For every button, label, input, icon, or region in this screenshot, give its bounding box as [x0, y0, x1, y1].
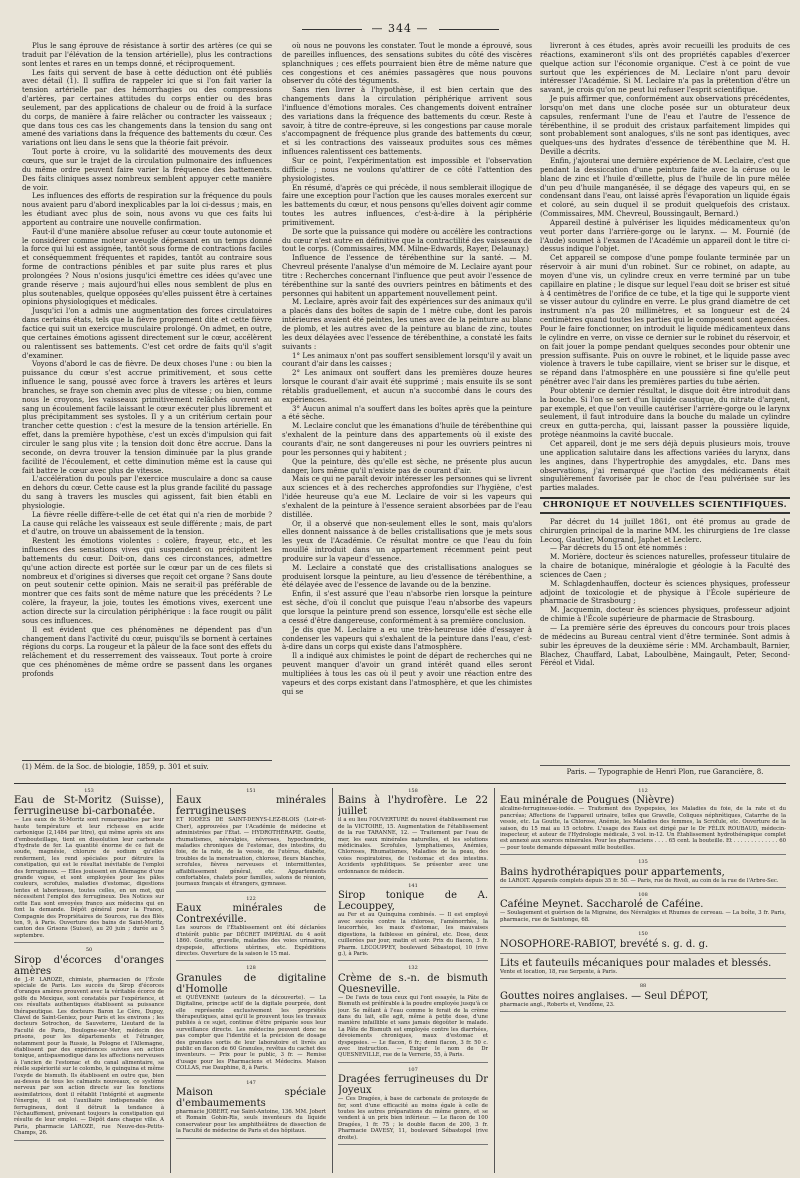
- paragraph: Jusqu'ici l'on a admis une augmentation des forces circulatoires dans certains états, tels que la fièvre proprement dite et cette fièvre factice qui suit un exercice musculaire prolongé. On admet, en outre, que certaines émotions agissent directement sur le cœur, accélèrent ou ralentissent ses battements. C'est cet ordre de faits qu'il s'agit d'examiner.: [22, 306, 272, 360]
- ad-body: — Ces Dragées, à base de carbonate de protoxyde de fer, sont d'une efficacité au moins égale à celle de toutes les autres préparations du même genre, et se vendent à un prix bien inférieur. — Le flacon de 100 Dragées, 1 fr. 75 ; le double flacon de 200, 3 fr. Pharmacie DAVESY, 11, boulevard Sébastopol (rive droite).: [338, 1096, 488, 1141]
- paragraph: Plus le sang éprouve de résistance à sortir des artères (ce qui se traduit par l'élévation de la tension artérielle), plus les contractions sont lentes et rares en un temps donné, et réciproquement.: [22, 42, 272, 68]
- chronique-paragraph: M. Schlagdenhauffen, docteur ès sciences physiques, professeur adjoint de toxicologie et de physique à l'École supérieure de pharmacie de Strasbourg ;: [540, 578, 790, 606]
- ad-column-divider: [170, 788, 171, 1173]
- paragraph: livreront à ces études, après avoir recueilli les produits de ces réactions, examineront s'ils ont des propriétés capables d'exercer quelque action sur l'économie organique. C'est à ce point de vue surtout que les expériences de M. Leclaire n'ont paru devoir intéresser l'Académie. Si M. Leclaire n'a pas la prétention d'être un savant, je crois qu'on ne peut lui refuser l'esprit scientifique.: [540, 42, 790, 95]
- ad-body: de LAROIT. Appareils complets depuis 35 fr. 50. — Paris, rue de Rivoli, au coin de la rue de l'Arbre-Sec.: [500, 877, 779, 884]
- ad-number: 153: [84, 788, 94, 794]
- ad-headline: Eau minérale de Pougues (Nièvre): [500, 795, 675, 807]
- ad-headline: Dragées ferrugineuses du Dr Joyeux: [338, 1074, 488, 1097]
- advertisement: [500, 892, 786, 927]
- advertisement: [338, 965, 488, 1062]
- paragraph: 3° Aucun animal n'a souffert dans les boîtes après que la peinture a été sèche.: [282, 403, 532, 422]
- footnote: (1) Mém. de la Soc. de biologie, 1859, p. 301 et suiv.: [22, 760, 272, 771]
- advertisement: [14, 788, 164, 943]
- ad-number: 147: [246, 1079, 256, 1086]
- advertisement: [338, 788, 488, 879]
- ad-headline: Crème de s.-n. de bismuth Quesneville.: [338, 972, 488, 995]
- text-column-1: [22, 42, 272, 777]
- paragraph: M. Leclaire, après avoir fait des expériences sur des animaux qu'il a placés dans des boîtes de sapin de 1 mètre cube, dont les parois intérieures avaient été peintes, les unes avec de la peinture au blanc de plomb, et les autres avec de la peinture au blanc de zinc, toutes les deux délayées avec l'essence de térébenthine, a constaté les faits suivants :: [282, 297, 532, 351]
- advertisement-divider: [14, 783, 786, 784]
- ad-headline: Eau de St-Moritz (Suisse), ferrugineuse bi-carbonatée.: [14, 795, 164, 818]
- paragraph: Il est évident que ces phénomènes ne dépendent pas d'un changement dans l'activité du cœur, puisqu'ils se bornent à certaines régions du corps. La rougeur et la pâleur de la face sont des effets du relâchement et du resserrement des vaisseaux. Tout porte à croire que ces phénomènes de même ordre se passent dans les organes profonds: [22, 624, 272, 678]
- ad-headline: Eaux minérales ferrugineuses: [176, 795, 326, 818]
- section-title-chronique: CHRONIQUE ET NOUVELLES SCIENTIFIQUES.: [540, 497, 790, 514]
- paragraph: Appareil destiné à pulvériser les liquides médicamenteux qu'on veut porter dans l'arrière-gorge ou le larynx. — M. Fournié (de l'Aude) soumet à l'examen de l'Académie un appareil dont le titre ci-dessus indique l'objet.: [540, 217, 790, 254]
- paragraph: Sur ce point, l'expérimentation est impossible et l'observation difficile ; nous ne voulons qu'attirer de ce côté l'attention des physiologistes.: [282, 155, 532, 183]
- ad-body: Vente et location, 18, rue Serpente, à Paris.: [500, 968, 618, 975]
- paragraph: Faut-il d'une manière absolue refuser au cœur toute autonomie et le considérer comme moteur aveugle dépensant en un temps donné la force qui lui est assignée, tantôt sous forme de contractions faciles et conséquemment fréquentes et rapides, tantôt au contraire sous forme de contractions pénibles et par suite plus rares et plus prolongées ? Nous n'osions jusqu'ici émettre ces idées qu'avec une grande réserve ; mais aujourd'hui elles nous semblent de plus en plus soutenables, quelque opposées qu'elles puissent être à certaines opinions physiologiques et médicales.: [22, 226, 272, 307]
- ad-number: 128: [246, 965, 256, 972]
- ad-number: 135: [638, 859, 648, 866]
- paragraph: 2° Les animaux ont souffert dans les premières douze heures lorsque le courant d'air avait été supprimé ; mais ensuite ils se sont rétablis graduellement, et aucun n'a succombé dans le cours des expériences.: [282, 368, 532, 404]
- advertisement: [176, 896, 326, 961]
- advertisement: [176, 1080, 326, 1139]
- ad-number: 158: [408, 788, 418, 794]
- ad-column-divider: [494, 788, 495, 1173]
- ad-body: alcaline-ferrugineuse-iodée. — Traitement des Dyspepsies, les Maladies du foie, de la rate et du pancréas; Affections de l'appareil urinaire, telles que Gravelle, Coliques néphrétiques, Catarrhe de la vessie, etc. La Goutte, la Chlorose, Anémie, les Maladies des femmes, la Scrofule, etc. Ouverture de la saison, du 15 mai au 15 octobre. L'usage des Eaux est dirigé par le Dr FÉLIX ROUBAUD, médecin-inspecteur, et auteur de l'Hydrologie médicale, 3 vol. in-12. Un Établissement hydrothérapique complet est annexé aux sources minérales. Pour les pharmaciens . . . . 65 cent. la bouteille. Et . . . . . . . . . . . . . 60 — pour toute demande dépassant mille bouteilles.: [500, 806, 786, 851]
- ad-number: 50: [85, 947, 93, 954]
- ad-column-divider: [332, 788, 333, 1173]
- ad-headline: Eaux minérales de Contrexéville.: [176, 903, 326, 926]
- ad-headline: Bains à l'hydrofère. Le 22 juillet: [338, 795, 488, 818]
- paragraph: Mais ce qui ne paraît devoir intéresser les personnes qui se livrent aux sciences et à des recherches approfondies sur l'hygiène, c'est l'idée heureuse qu'a eue M. Leclaire de voir si les vapeurs qui s'exhalent de la peinture à l'essence seraient absorbées par de l'eau distillée.: [282, 474, 532, 519]
- ad-body: et QUÉVENNE (auteurs de la découverte). — La Digitaline, principe actif de la digitale pourprée, dont elle représente exclusivement les propriétés thérapeutiques, ainsi qu'il le prouvent tous les travaux publiés à ce sujet, continue d'être préparée sous leur surveillance directe. Les médecins peuvent donc ne pas compter que l'identité et la précision de dosage des granules sortis de leur laboratoire et livrés au public en flacon de 60 Granules, revêtus du cachet des inventeurs. — Prix pour le public, 3 fr. — Remise d'usage pour les Pharmaciens et Médecins. Maison COLLAS, rue Dauphine, 8, à Paris.: [176, 994, 326, 1072]
- advertisement: [176, 965, 326, 1075]
- ad-number: 112: [638, 788, 648, 794]
- ad-number: 122: [246, 895, 256, 902]
- chronique-paragraph: — Par décrets du 15 ont été nommés :: [550, 543, 687, 553]
- paragraph: où nous ne pouvons les constater. Tout le monde a éprouvé, sous de pareilles influences, des sensations subites du côté des viscères splanchniques ; ces effets pourraient bien être de même nature que ces congestions et ces anémies passagères que nous pouvons observer du côté des téguments.: [282, 42, 532, 86]
- advertisement: [338, 883, 488, 961]
- ad-headline: Maison spéciale d'embaumements: [176, 1087, 326, 1109]
- paragraph: Enfin, il s'est assuré que l'eau n'absorbe rien lorsque la peinture est sèche, d'où il conclut que puisque l'eau n'absorbe des vapeurs que lorsque la peinture prend son essence, lorsqu'elle est sèche elle a cessé d'être dangereuse, conformément à sa première conclusion.: [282, 589, 532, 625]
- ad-column-2: [176, 788, 326, 1173]
- advertisement: [176, 788, 326, 892]
- paragraph: Que la peinture, dès qu'elle est sèche, ne présente plus aucun danger, lors même qu'il n'existe pas de courant d'air.: [282, 456, 532, 475]
- paragraph: Pour obtenir ce dernier résultat, le disque doit être introduit dans la bouche. Si l'on se sert d'un liquide caustique, du nitrate d'argent, par exemple, et que l'on veuille cautériser l'arrière-gorge ou le larynx seulement, il faut introduire dans la bouche du malade un cylindre creux en gutta-percha, qui, laissant passer la poussière liquide, protège néanmoins la cavité buccale.: [540, 385, 790, 440]
- paragraph: Sans rien livrer à l'hypothèse, il est bien certain que des changements dans la circulation périphérique arrivent sous l'influence d'émotions morales. Ces changements doivent entraîner des variations dans la fréquence des battements du cœur. Reste à savoir, à titre de contre-épreuve, si les congestions par cause morale s'accompagnent de fréquence plus grande des battements du cœur, et si les contractions des vaisseaux produites sous ces mêmes influences ralentissent ces battements.: [282, 85, 532, 157]
- paragraph: La fièvre réelle diffère-t-elle de cet état qui n'a rien de morbide ? La cause qui relâche les vaisseaux est seule différente ; mais, de part et d'autre, on trouve un abaissement de la tension.: [22, 509, 272, 537]
- chronique-paragraph: M. Morière, docteur ès sciences naturelles, professeur titulaire de la chaire de botanique, minéralogie et géologie à la Faculté des sciences de Caen ;: [540, 552, 790, 579]
- advertisements-section: [14, 788, 786, 1173]
- text-column-2: [282, 42, 532, 777]
- chronique-paragraph: — La première série des épreuves du concours pour trois places de médecins au Bureau central vient d'être terminée. Sont admis à subir les épreuves de la deuxième série : MM. Archambault, Barnier, Blachez, Chauffard, Labat, Laboulbène, Maingault, Peter, Second-Féréol et Vidal.: [540, 623, 790, 668]
- ad-number: 151: [246, 788, 256, 794]
- paragraph: Je puis affirmer que, conformément aux observations précédentes, lorsqu'on met dans une cloche posée sur un obturateur deux capsules, renfermant l'une de l'eau et l'autre de l'essence de térébenthine, il se produit des cristaux parfaitement limpides qui sont probablement sont analogues, s'ils ne sont pas identiques, avec quelques-uns des hydrates d'essence de térébenthine que M. H. Deville a décrits.: [540, 94, 790, 157]
- advertisement: [500, 983, 786, 1012]
- text-column-3: [540, 42, 790, 777]
- paragraph: Enfin, j'ajouterai une dernière expérience de M. Leclaire, c'est que pendant la dessiccation d'une peinture faite avec la céruse ou le blanc de zinc et l'huile d'œillette, plus de l'huile de lin pure mêlée d'un peu d'huile manganésée, il se dégage des vapeurs qui, en se condensant dans l'eau, ont laissé après l'évaporation un liquide égais et coloré, au sein duquel il se produit quelquefois des cristaux. (Commissaires, MM. Chevreul, Boussingault, Bernard.): [540, 155, 790, 219]
- paragraph: M. Leclaire conclut que les émanations d'huile de térébenthine qui s'exhalent de la peinture dans des appartements où il existe des courants d'air, ne sont dangereuses ni pour les ouvriers peintres ni pour les personnes qui y habitent ;: [282, 421, 532, 457]
- ad-headline: Caféine Meynet. Saccharolé de Caféine.: [500, 899, 704, 911]
- ad-body: — Les eaux de St-Moritz sont remarquables par leur haute température et leur richesse en acide carbonique (2,1484 par litre), qui même après six ans d'embouteillage, tient en dissolution leur carbonate d'hydrate de fer. La quantité énorme de ce fait de soude, magnésie, chlorure de sodium qu'elles renferment, les rend spéciales pour détruire la constipation, qui est le résultat inévitable de l'emploi des ferrugineux. — Elles jouissent en Allemagne d'une grande vogue, et sont employées pour les pâles couleurs, scrofules, maladies d'estomac, digestions lentes et laborieuses, toutes celles, en un mot, qui nécessitent l'emploi des ferrugineux. Des Notices sur cette Eau sont envoyées franco aux médecins qui en font la demande. Dépôt général pour la France, Compagnie des Propriétaires de Sources, rue des Blés ten, 9, à Paris. Ouverture des bains de Saint-Moritz, canton des Grisons (Suisse), au 20 juin ; durée au 5 septembre.: [14, 817, 164, 939]
- paragraph: M. Leclaire a constaté que des cristallisations analogues se produisent lorsque la peinture, au lieu d'essence de térébenthine, a été délayée avec de l'essence de lavande ou de la benzine.: [282, 562, 532, 590]
- paragraph: Cet appareil, dont je me sers déjà depuis plusieurs mois, trouve une application salutaire dans les affections variées du larynx, dans les angines, dans l'hypertrophie des amygdales, etc. Dans mes observations, j'ai remarqué que l'action des médicaments était singulièrement favorisée par le choc de l'eau pulvérisée sur les parties malades.: [540, 438, 790, 493]
- ad-body: pharmacie angl., Roberts et, Vendôme, 23.: [500, 1001, 615, 1008]
- ad-number: 141: [408, 883, 418, 890]
- advertisement: [500, 788, 786, 855]
- ad-headline: NOSOPHORE-RABIOT, brevété s. g. d. g.: [500, 938, 709, 950]
- ad-body: de J.-P. LAROZE, chimiste, pharmacien de l'École spéciale de Paris. Les succès du Sirop d'écorces d'oranges amères prouvent avec la véritable écorce de golfe du Mexique, sont constatés par l'expérience, et ces résultats authentiques établissent sa puissance thérapeutique. Les docteurs Baron Le Cère, Dupuy, Clavel de Saint-Geniez, pour Paris et les environs ; les docteurs Sotrochon, de Sauveterre, Lieutard de la Faculté de Paris, Boulogne-sur-Mer, médecin des prisons, pour les départements et l'étranger, notamment pour la Russie, la Pologne et l'Allemagne, établissent par des expériences suivies son action tonique, antispasmodique dans les affections nerveuses à l'ancien de l'estomac et du canal alimentaire, sa réelle supériorité sur le colombo, le quinquina et même l'oxyde de bismuth. Ils établissent en outre que, bien au-dessus de tous les calmants nouveaux, ce système nerveux par son action directe sur les fonctions assimilatrices, dont il rétablit l'intégrité et augmente l'énergie, il est l'auxiliaire indispensable des ferrugineux, dont il détruit la tendance à l'échauffement, prévenant toujours la constipation qui résulte de leur emploi. — Dépôt dans chaque ville. A Paris, pharmacie LAROZE, rue Neuve-des-Petits-Champs, 26.: [14, 976, 164, 1137]
- chronique-paragraph: M. Jacquemin, docteur ès sciences physiques, professeur adjoint de chimie à l'École supérieure de pharmacie de Strasbourg.: [540, 605, 790, 624]
- ad-headline: Lits et fauteuils mécaniques pour malades et blessés.: [500, 957, 772, 969]
- paragraph: De sorte que la puissance qui modère ou accélère les contractions du cœur n'est autre en définitive que la contractilité des vaisseaux de tout le corps. (Commissaires, MM. Milne-Edwards, Rayer, Delaunay.): [282, 226, 532, 254]
- ad-headline: Sirop tonique de A. Lecouppey,: [338, 890, 488, 913]
- advertisement: [500, 958, 786, 979]
- ad-body: Les sources de l'Établissement ont été déclarées d'intérêt public par DÉCRET IMPÉRIAL du 4 août 1860. Goutte, gravelle, maladies des voies urinaires, dyspepsie, affections utérines, etc. Expéditions directes. Ouverture de la saison le 15 mai.: [176, 925, 326, 957]
- printer-line: Paris. — Typographie de Henri Plon, rue Garancière, 8.: [540, 765, 790, 776]
- paragraph: Restent les émotions violentes : colère, frayeur, etc., et les influences des sensations vives qui suspendent ou précipitent les battements du cœur. Doit-on, dans ces circonstances, admettre qu'une action directe est portée sur le cœur par un de ces filets si nombreux et d'origines si diverses que reçoit cet organe ? Sans doute on peut soutenir cette opinion. Mais ne serait-il pas préférable de montrer que ces faits sont de même nature que les précédents ? Le colère, la frayeur, la joie, toutes les émotions vives, exercent une action directe sur la circulation périphérique : la face rougit ou pâlit sous ces influences.: [22, 536, 272, 625]
- paragraph: Les influences des efforts de respiration sur la fréquence du pouls nous avaient paru d'abord inexplicables par la loi ci-dessus ; mais, en les étudiant avec plus de soin, nous avons vu que ces faits lui apportent au contraire une nouvelle confirmation.: [22, 191, 272, 227]
- advertisement: [500, 859, 786, 888]
- paragraph: Je dis que M. Leclaire a eu une très-heureuse idée d'essayer à condenser les vapeurs qui s'exhalent de la peinture dans l'eau, c'est-à-dire dans un corps qui existe dans l'atmosphère.: [282, 624, 532, 652]
- ad-body: — Soulagement et guérison de la Migraine, des Névralgies et Rhumes de cerveau. — La boîte, 3 fr. Paris, pharmacie, rue de Saintonge, 68.: [500, 910, 786, 923]
- ad-column-1: [14, 788, 164, 1173]
- paragraph: Voyons d'abord le cas de fièvre. De deux choses l'une : ou bien la puissance du cœur s'est accrue primitivement, et sous cette influence le sang, poussé avec force à travers les artères et leurs branches, se fraye son chemin avec plus de vitesse ; ou bien, comme nous le croyons, les vaisseaux primitivement relâchés ouvrent au sang un écoulement facile laissant le cœur exécuter plus librement et plus précipitamment ses systoles. Il y a un critérium certain pour trancher cette question : c'est la mesure de la tension artérielle. En effet, dans la première hypothèse, c'est un excès d'impulsion qui fait circuler le sang plus vite ; la tension doit donc être accrue. Dans la seconde, on devra trouver la tension diminuée par la plus grande facilité de l'écoulement, et cette diminution même est la cause qui fait battre le cœur avec plus de vitesse.: [22, 359, 272, 475]
- advertisement: [338, 1067, 488, 1145]
- ad-body: pharmacie JOBERT, rue Saint-Antoine, 136. MM. Jobert et Romain Gohin-Ris, seuls inventeurs du liquide conservateur pour les amphithéâtres de dissection de la Faculté de médecine de Paris et des hôpitaux.: [176, 1109, 326, 1135]
- paragraph: 1° Les animaux n'ont pas souffert sensiblement lorsqu'il y avait un courant d'air dans les caisses ;: [282, 350, 532, 369]
- ad-body: il a eu lieu l'OUVERTURE du nouvel établissement rue de la VICTOIRE, 15. Augmentation de l'établissement de la rue TARANNE, 12. — Traitement par l'eau de mer, les eaux minérales naturelles, et les solutions médicinales. Scrofules, lymphatismes, Anémies, Chloroses, Rhumatismes, Maladies de la peau, des voies respiratoires, de l'estomac et des intestins. Accidents syphilitiques. Se présenter avec une ordonnance de médecin.: [338, 817, 488, 875]
- ad-body: — De l'avis de tous ceux qui l'ont essayée, la Pâte de Bismuth est préférable à la poudre employée jusqu'à ce jour. Se mêlant à l'eau comme le ferait de la crème dans du lait, elle agit, même à petite dose, d'une manière infaillible et sans jamais dégoûter le malade. La Pâte de Bismuth est employée contre les diarrhées, dévoiements chroniques, maux d'estomac et dyspepsies. — Le flacon, 6 fr.; demi flacon, 3 fr. 50 c. avec instruction. — Exiger le nom de Dr QUESNEVILLE, rue de la Verrerie, 55, à Paris.: [338, 994, 488, 1059]
- paragraph: Cet appareil se compose d'une pompe foulante terminée par un réservoir à air muni d'un robinet. Sur ce robinet, on adapte, au moyen d'une vis, un cylindre creux en verre terminé par un tube capillaire en platine ; le disque sur lequel l'eau doit se briser est situé à 4 centimètres de l'orifice de ce tube, et la tige qui le supporte vient se visser autour du cylindre en verre. Le plus grand diamètre de cet instrument n'a pas 20 millimètres, et sa longueur est de 24 centimètres quand toutes les parties qui le composent sont agencées. Pour le faire fonctionner, on introduit le liquide médicamenteux dans le cylindre en verre, on visse ce dernier sur le robinet du réservoir, et on fait jouer la pompe pendant quelques secondes pour obtenir une pression suffisante. Puis on ouvre le robinet, et le liquide passe avec violence à travers le tube capillaire, vient se briser sur le disque, et se répand dans l'atmosphère en une poussière si fine qu'elle peut pénétrer avec l'air dans les premières parties du tube aérien.: [540, 253, 790, 387]
- ad-headline: Sirop d'écorces d'oranges amères: [14, 954, 164, 977]
- ad-number: 108: [638, 892, 648, 899]
- chronique-paragraph: Par décret du 14 juillet 1861, ont été promus au grade de chirurgien principal de la marine MM. les chirurgiens de 1re classe Lecoq, Gautier, Mongrand, Japhet et Leclerc.: [540, 516, 790, 544]
- paragraph: En résumé, d'après ce qui précède, il nous semblerait illogique de faire une exception pour l'action que les causes morales exercent sur les battements du cœur, et nous pensons qu'elles doivent agir comme toutes les autres influences, c'est-à-dire à la périphérie primitivement.: [282, 182, 532, 227]
- paragraph: Tout porte à croire, vu la solidarité des mouvements des deux cœurs, que sur le trajet de la circulation pulmonaire des influences du même ordre peuvent faire varier la fréquence des battements. Des faits cliniques assez nombreux semblent appuyer cette manière de voir.: [22, 147, 272, 192]
- paragraph: Il a indiqué aux chimistes le point de départ de recherches qui ne peuvent manquer d'avoir un grand intérêt quand elles seront multipliées à tous les cas où il peut y avoir une réaction entre des vapeurs et des corps existant dans l'atmosphère, et que les chimistes qui se: [282, 651, 532, 696]
- ad-number: 132: [408, 965, 418, 972]
- ad-headline: Bains hydrothérapiques pour appartements,: [500, 866, 725, 878]
- ad-headline: Granules de digitaline d'Homolle: [176, 972, 326, 995]
- advertisement: [500, 931, 786, 953]
- advertisement: [14, 947, 164, 1141]
- paragraph: Les faits qui servent de base à cette déduction ont été publiés avec détail (1). Il suffira de rappeler ici que si l'on fait varier la tension artérielle par des hémorrhagies ou des compressions d'artères, par certaines attitudes du corps entier ou des bras seulement, par des applications de chaleur ou de froid à la surface du corps, de manière à faire relâcher ou contracter les vaisseaux ; que dans tous ces cas les changements dans la tension du sang ont amené des variations dans la fréquence des battements du cœur. Ces variations ont lieu dans le sens que la théorie fait prévoir.: [22, 67, 272, 148]
- paragraph: Influence de l'essence de térébenthine sur la santé. — M. Chevreul présente l'analyse d'un mémoire de M. Leclaire ayant pour titre : Recherches concernant l'influence que peut avoir l'essence de térébenthine sur la santé des ouvriers peintres en bâtiments et des personnes qui habitent un appartement nouvellement peint.: [282, 253, 532, 298]
- paragraph: L'accélération du pouls par l'exercice musculaire a donc sa cause en dehors du cœur. Cette cause est la plus grande facilité du passage du sang à travers les muscles qui agissent, fait bien établi en physiologie.: [22, 474, 272, 510]
- ad-column-4: [500, 788, 786, 1173]
- ad-headline: Gouttes noires anglaises. — Seul DÉPOT,: [500, 990, 709, 1002]
- paragraph: Or, il a observé que non-seulement elles le sont, mais qu'alors elles donnent naissance à de belles cristallisations que je mets sous les yeux de l'Académie. Ce résultat montre ce que l'eau du foin mouillé introduit dans un appartement récemment peint peut produire sur la vapeur d'essence.: [282, 518, 532, 563]
- ad-column-3: [338, 788, 488, 1173]
- ad-number: 107: [408, 1066, 418, 1073]
- ad-number: 150: [638, 931, 648, 938]
- ad-body: au Fer et au Quinquina combinés. — Il est employé avec succès contre la chlorose, l'aménorrhée, la leucorrhée, les maux d'estomac, les mauvaises digestions, la faiblesse en général, etc. Dose, deux cuillerées par jour, matin et soir. Prix du flacon, 3 fr. Pharm. LECOUPPEY, boulevard Sébastopol, 10 (rive g.), à Paris.: [338, 912, 488, 957]
- ad-body: ET IODÉES DE SAINT-DENYS-LEZ-BLOIS (Loir-et-Cher), approuvées par l'Académie de médecine et administrées par l'État. — HYDROTHÉRAPIE. Goutte, rhumatismes, névralgies, névroses, hypochondrie, maladies chroniques de l'estomac, des intestins, du foie, de la rate, de la vessie, de l'utérus, diabète, troubles de la menstruation, chlorose, fleurs blanches, scrofules, fièvres nerveuses et intermittentes, affaiblissement général, etc. Appartements confortables, chalets pour familles, salons de réunion, journaux français et étrangers, gymnase.: [176, 817, 326, 888]
- page-number: — 344 —: [0, 22, 800, 35]
- ad-number: 88: [639, 983, 647, 990]
